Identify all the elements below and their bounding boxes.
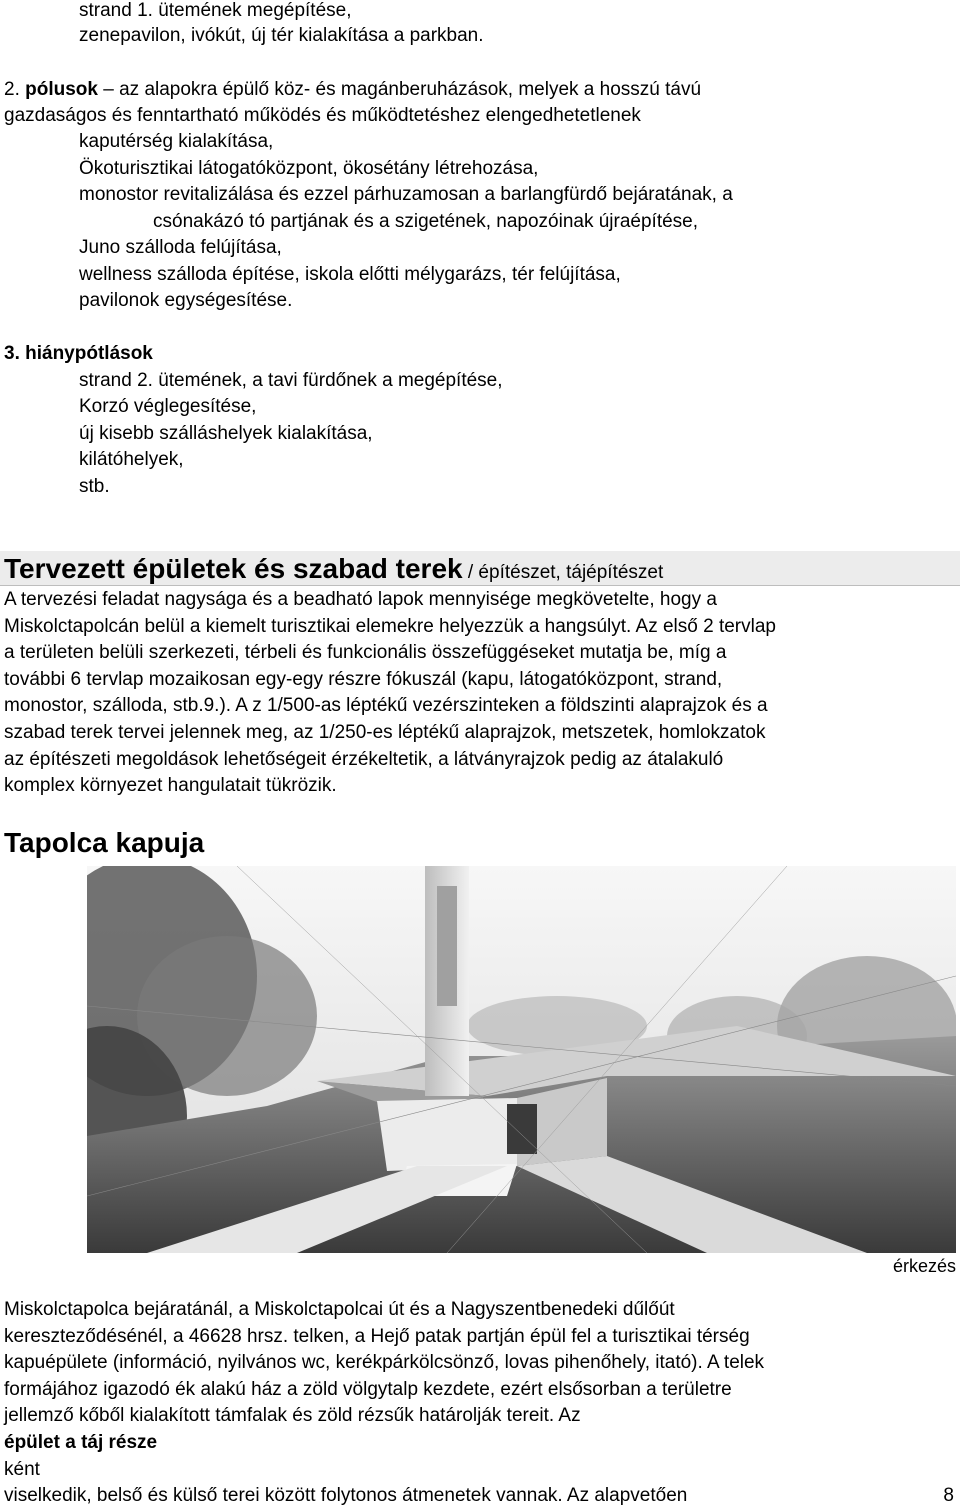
text-run: ként — [4, 1458, 40, 1480]
text-run: jellemző kőből kialakított támfalak és zöld rézsűk határolják tereit. Az — [4, 1405, 581, 1427]
list-line: gazdaságos és fenntartható működés és működtetéshez elengedhetetlenek — [4, 105, 641, 126]
section-paragraph — [4, 587, 956, 800]
paragraph-line: komplex környezet hangulatait tükrözik. — [4, 775, 337, 797]
list-line: wellness szálloda építése, iskola előtti mélygarázs, tér felújítása, — [79, 264, 621, 285]
page-number: 8 — [943, 1485, 954, 1506]
section-heading-2: Tapolca kapuja — [4, 827, 205, 858]
paragraph-line — [4, 1403, 956, 1483]
list-item-3-title: 3. hiánypótlások — [4, 343, 153, 364]
section-heading — [4, 553, 663, 589]
paragraph-line: viselkedik, belső és külső terei között folytonos átmenetek vannak. Az alapvetően — [4, 1485, 688, 1507]
list-line: Juno szálloda felújítása, — [79, 237, 282, 258]
list-line: strand 2. ütemének, a tavi fürdőnek a megépítése, — [79, 370, 503, 391]
emphasis-text: épület a táj része — [4, 1431, 158, 1453]
list-line: Korzó véglegesítése, — [79, 396, 257, 417]
section-paragraph-2 — [4, 1297, 956, 1510]
paragraph-line: A tervezési feladat nagysága és a beadható lapok mennyisége megkövetelte, hogy a — [4, 589, 717, 610]
paragraph-line: szabad terek tervei jelennek meg, az 1/250-es léptékű alaprajzok, metszetek, homlokzatok — [4, 721, 766, 743]
list-line: új kisebb szálláshelyek kialakítása, — [79, 423, 373, 444]
paragraph-line: az építészeti megoldások lehetőségeit érzékeltetik, a látványrajzok pedig az átalakuló — [4, 748, 724, 770]
list-line: kilátóhelyek, — [79, 449, 184, 470]
paragraph-line: Miskolctapolcán belül a kiemelt turisztikai elemekre helyezzük a hangsúlyt. Az első 2 tervlap — [4, 615, 776, 637]
list-line: pavilonok egységesítése. — [79, 290, 293, 311]
figure-caption: érkezés — [892, 1256, 956, 1276]
list-line: zenepavilon, ivókút, új tér kialakítása a parkban. — [79, 25, 484, 46]
paragraph-line: formájához igazodó ék alakú ház a zöld völgytalp kezdete, ezért elsősorban a területre — [4, 1378, 732, 1400]
list-item-2-title — [4, 78, 701, 102]
list-line: strand 1. ütemének megépítése, — [79, 0, 352, 21]
list-line: kaputérség kialakítása, — [79, 131, 274, 152]
paragraph-line: Miskolctapolca bejáratánál, a Miskolctapolcai út és a Nagyszentbenedeki dűlőút — [4, 1299, 675, 1320]
paragraph-line: monostor, szálloda, stb.9.). A z 1/500-as léptékű vezérszinteken a földszinti alaprajzok és a — [4, 695, 768, 717]
paragraph-line: kereszteződésénél, a 46628 hrsz. telken, a Hejő patak partján épül fel a turisztikai térség — [4, 1325, 750, 1347]
list-line: monostor revitalizálása és ezzel párhuzamosan a barlangfürdő bejáratának, a — [79, 184, 733, 205]
section-heading-subtitle: / építészet, tájépítészet — [462, 562, 664, 583]
paragraph-line: a területen belüli szerkezeti, térbeli és funkcionális összefüggéseket mutatja be, míg a — [4, 642, 727, 664]
architectural-rendering — [87, 866, 956, 1253]
item-number: 2. — [4, 79, 26, 100]
list-line: csónakázó tó partjának és a szigetének, napozóinak újraépítése, — [153, 211, 699, 232]
list-line: stb. — [79, 476, 110, 497]
item-text: – az alapokra épülő köz- és magánberuházások, melyek a hosszú távú — [97, 79, 702, 100]
paragraph-line: további 6 tervlap mozaikosan egy-egy részre fókuszál (kapu, látogatóközpont, strand, — [4, 668, 723, 690]
paragraph-line: kapuépülete (információ, nyilvános wc, kerékpárkölcsönző, lovas pihenőhely, itató). A telek — [4, 1352, 765, 1374]
item-title: pólusok — [25, 79, 98, 100]
section-heading-title: Tervezett épületek és szabad terek — [4, 553, 463, 584]
list-line: Ökoturisztikai látogatóközpont, ökosétány létrehozása, — [79, 158, 539, 179]
